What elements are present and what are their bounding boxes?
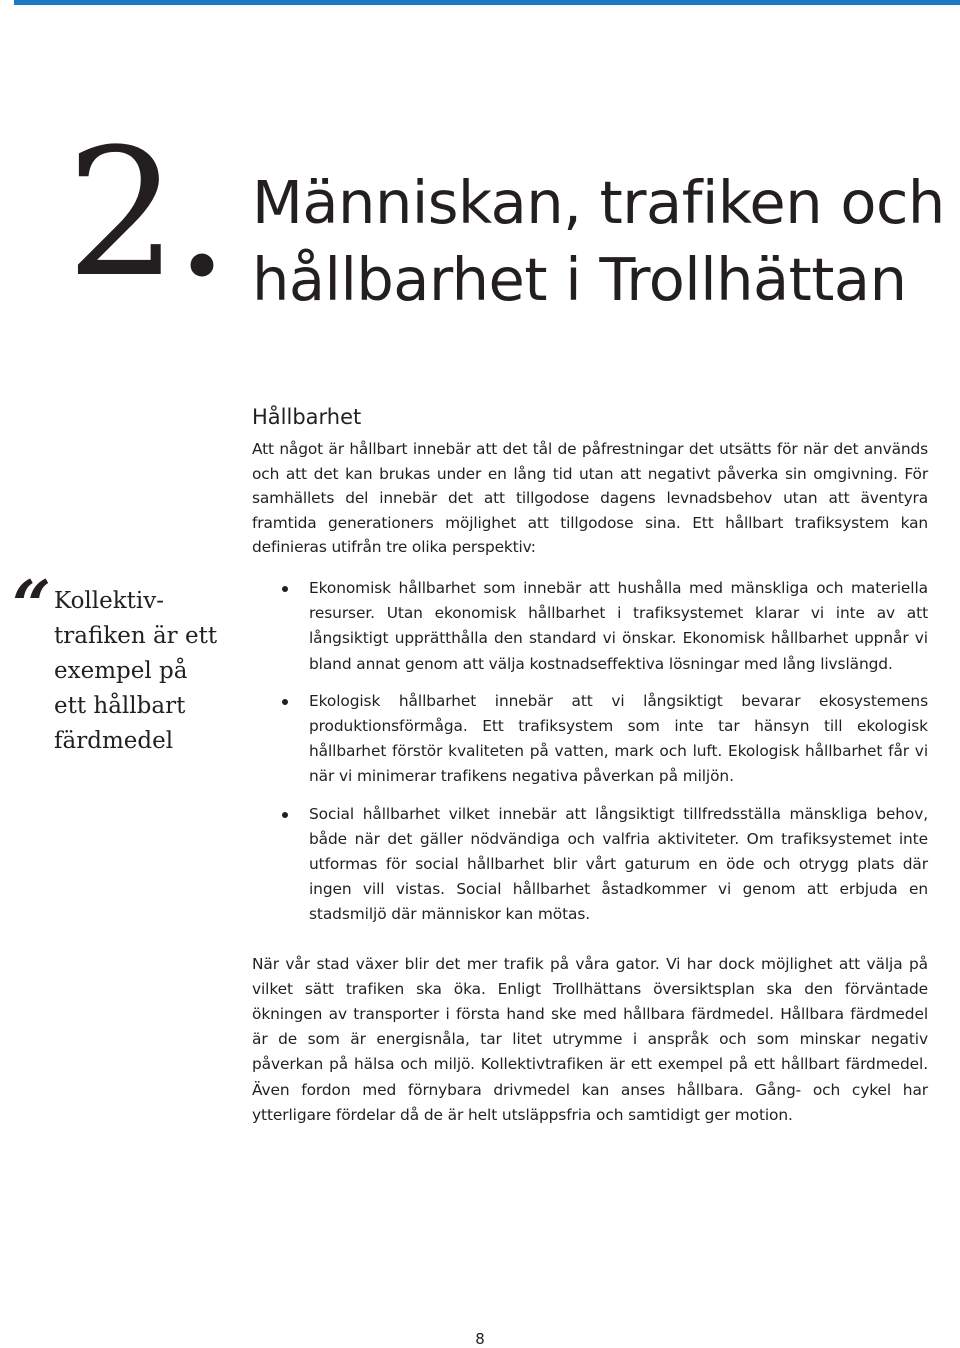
quote-mark-icon: “ xyxy=(12,566,52,646)
list-item-text xyxy=(309,689,928,790)
list-item xyxy=(252,802,928,928)
bullet-icon xyxy=(282,586,288,592)
list-item xyxy=(252,576,928,677)
page-number: 8 xyxy=(475,1330,485,1348)
list-item-text xyxy=(309,576,928,677)
list-item xyxy=(252,689,928,790)
list-item-term: Ekonomisk hållbarhet xyxy=(309,578,476,597)
intro-paragraph: Att något är hållbart innebär att det tål de påfrestningar det utsätts för när det används och att det kan brukas under en lång tid utan att negativt påverka sin omgivning. För samhällets del innebär det att tillgodose dagens levnadsbehov utan att äventyra framtida generationers möjlighet att tillgodose sina. Ett hållbart trafiksystem kan definieras utifrån tre olika perspektiv: xyxy=(252,440,928,557)
list-item-text xyxy=(309,802,928,928)
perspective-list xyxy=(252,576,928,928)
top-accent-rule xyxy=(14,0,960,5)
bullet-icon xyxy=(282,812,288,818)
main-text-column xyxy=(252,402,928,1143)
bullet-icon xyxy=(282,699,288,705)
list-item-body: innebär att vi långsiktigt bevarar ekosystemens produktionsförmåga. Ett trafiksystem som inte tar hänsyn till ekologisk hållbarhet förstör kvaliteten på vatten, mark och luft. Ekologisk hållbarhet får vi när vi minimerar trafikens negativa påverkan på miljön. xyxy=(309,691,928,786)
closing-paragraph: När vår stad växer blir det mer trafik på våra gator. Vi har dock möjlighet att välja på vilket sätt trafiken ska öka. Enligt Trollhättans översiktsplan ska den förväntade ökningen av transporter i första hand ske med hållbara färdmedel. Hållbara färdmedel är de som är energisnåla, tar litet utrymme i anspråk och som minskar negativ påverkan på hälsa och miljö. Kollektivtrafiken är ett exempel på ett hållbart färdmedel. Även fordon med förnybara drivmedel kan anses hållbara. Gång- och cykel har ytterligare fördelar då de är helt utsläppsfria och samtidigt ger motion. xyxy=(252,954,928,1124)
list-item-body: som innebär att hushålla med mänskliga och materiella resurser. Utan ekonomisk hållbarhet i trafiksystemet klarar vi inte av att långsiktigt upprätthålla den standard vi önskar. Ekonomisk hållbarhet uppnår vi bland annat genom att välja kostnadseffektiva lösningar med lång livslängd. xyxy=(309,578,928,673)
section-heading: Hållbarhet xyxy=(252,405,362,429)
list-item-term: Ekologisk hållbarhet xyxy=(309,691,477,710)
pull-quote-text: Kollektiv- trafiken är ett exempel på ett hållbart färdmedel xyxy=(54,588,218,754)
chapter-number: 2. xyxy=(66,111,226,316)
list-item-term: Social hållbarhet xyxy=(309,804,441,823)
chapter-title: Människan, trafiken och hållbarhet i Trollhättan xyxy=(252,168,945,314)
list-item-body: vilket innebär att långsiktigt tillfredsställa mänskliga behov, både när det gäller nödvändiga och valfria aktiviteter. Om trafiksystemet inte utformas för social hållbarhet blir vårt gaturum en öde och otrygg plats där ingen vill vistas. Social hållbarhet åstadkommer vi genom att erbjuda en stadsmiljö där människor kan mötas. xyxy=(309,804,928,924)
